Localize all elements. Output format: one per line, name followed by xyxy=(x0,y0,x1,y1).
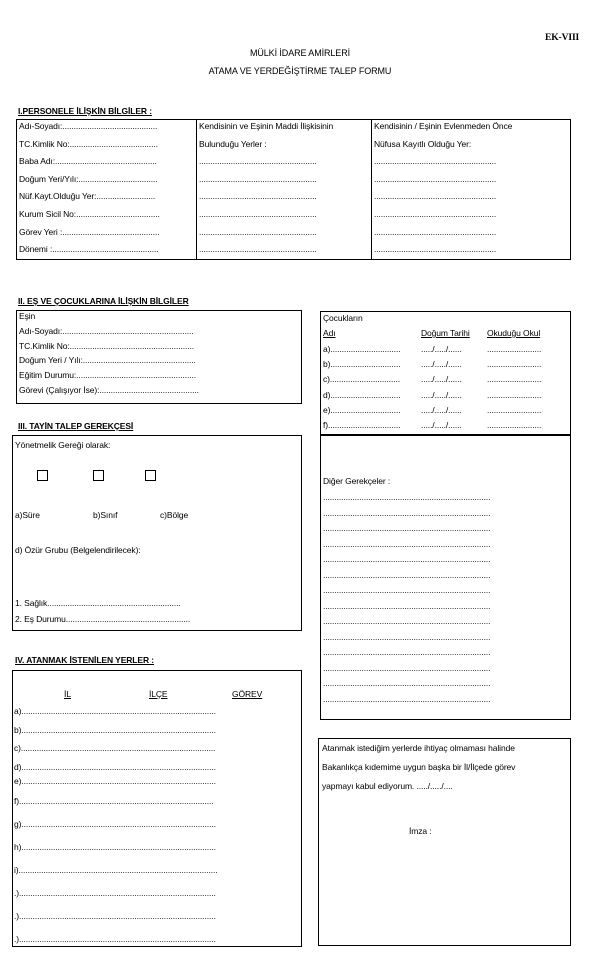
signature-label[interactable]: İmza : xyxy=(409,826,432,836)
section2-heading: II. EŞ VE ÇOCUKLARINA İLİŞKİN BİLGİLER xyxy=(18,296,189,306)
other-reasons-line[interactable]: .......................................................................... xyxy=(323,523,491,533)
financial-ties-line[interactable]: .................................................... xyxy=(199,208,317,219)
other-reasons-line[interactable]: .......................................................................... xyxy=(323,662,491,673)
children-col-name: Adı xyxy=(323,328,336,338)
desired-places-rows xyxy=(14,706,218,957)
child-row xyxy=(323,390,571,405)
child-name-field[interactable]: c)............................... xyxy=(323,374,400,385)
other-reasons-lines xyxy=(323,492,490,709)
premarital-registry-line[interactable]: ...................................................... xyxy=(374,244,497,255)
child-row xyxy=(323,359,571,374)
desired-place-row[interactable]: i)........................................................................................ xyxy=(14,865,218,876)
child-school-field[interactable]: ........................ xyxy=(487,419,542,430)
desired-place-row[interactable]: .)....................................................................................... xyxy=(14,934,216,945)
health-field[interactable]: 1. Sağlık........................................................... xyxy=(15,598,181,608)
child-birthdate-field[interactable]: ...../...../...... xyxy=(421,389,462,400)
option-region-checkbox[interactable] xyxy=(145,470,156,481)
child-name-field[interactable]: d)............................... xyxy=(323,389,401,400)
form-code: EK-VIII xyxy=(545,33,580,43)
other-reasons-line[interactable]: .......................................................................... xyxy=(323,678,491,688)
children-rows xyxy=(323,344,571,435)
other-reasons-line[interactable]: .......................................................................... xyxy=(323,492,491,502)
personal-fields xyxy=(19,121,160,262)
child-row xyxy=(323,405,571,420)
spouse-fields xyxy=(19,311,199,400)
financial-ties-line[interactable]: .................................................... xyxy=(199,244,317,255)
premarital-registry-line[interactable]: ...................................................... xyxy=(374,173,497,184)
field-birth-place-year[interactable]: Doğum Yeri/Yılı:................................... xyxy=(19,173,158,184)
form-title-line2: ATAMA VE YERDEĞİŞTİRME TALEP FORMU xyxy=(208,66,392,76)
spouse-status-field[interactable]: 2. Eş Durumu....................................................... xyxy=(15,614,191,624)
financial-ties-line[interactable]: .................................................... xyxy=(199,173,317,184)
children-col-school: Okuduğu Okul xyxy=(487,328,541,338)
other-reasons-line[interactable]: .......................................................................... xyxy=(323,600,491,611)
children-col-birthdate: Doğum Tarihi xyxy=(421,328,470,338)
financial-ties-line[interactable]: .................................................... xyxy=(199,191,317,202)
field-registry-no[interactable]: Kurum Sicil No:..................................... xyxy=(19,208,160,219)
premarital-registry-heading-2: Nüfusa Kayıtlı Olduğu Yer: xyxy=(374,138,472,149)
section1-divider-2 xyxy=(371,119,372,260)
option-class-checkbox[interactable] xyxy=(93,470,104,481)
financial-ties-column xyxy=(199,121,333,262)
option-class-label: b)Sınıf xyxy=(93,510,118,520)
spouse-title: Eşin xyxy=(19,311,36,321)
field-tc-id[interactable]: TC.Kimlik No:....................................... xyxy=(19,138,158,149)
other-reasons-line[interactable]: .......................................................................... xyxy=(323,538,491,549)
financial-ties-heading-2: Bulunduğu Yerler : xyxy=(199,138,267,149)
other-reasons-line[interactable]: .......................................................................... xyxy=(323,554,491,564)
premarital-registry-line[interactable]: ...................................................... xyxy=(374,226,497,237)
premarital-registry-line[interactable]: ...................................................... xyxy=(374,156,497,167)
desired-place-row[interactable]: a)...................................................................................... xyxy=(14,706,216,716)
field-father-name[interactable]: Baba Adı:............................................. xyxy=(19,156,157,167)
other-reasons-line[interactable]: .......................................................................... xyxy=(323,616,491,626)
other-reasons-line[interactable]: .......................................................................... xyxy=(323,585,491,595)
other-reasons-line[interactable]: .......................................................................... xyxy=(323,631,491,642)
field-registry-place[interactable]: Nüf.Kayt.Olduğu Yer:.......................... xyxy=(19,191,156,202)
child-school-field[interactable]: ........................ xyxy=(487,359,542,370)
desired-place-row[interactable]: c)...................................................................................... xyxy=(14,743,216,754)
section3-heading: III. TAYİN TALEP GEREKÇESİ xyxy=(18,421,134,431)
premarital-registry-line[interactable]: ...................................................... xyxy=(374,208,497,219)
other-reasons-line[interactable]: .......................................................................... xyxy=(323,693,491,704)
spouse-birth-field[interactable]: Doğum Yeri / Yılı:.................................................. xyxy=(19,355,196,366)
child-birthdate-field[interactable]: ...../...../...... xyxy=(421,374,462,385)
form-title-line1: MÜLKİ İDARE AMİRLERİ xyxy=(249,48,351,58)
child-birthdate-field[interactable]: ...../...../...... xyxy=(421,404,462,415)
section4-heading: IV. ATANMAK İSTENİLEN YERLER : xyxy=(15,655,154,665)
child-school-field[interactable]: ........................ xyxy=(487,374,542,385)
desired-place-row[interactable]: .)....................................................................................... xyxy=(14,888,216,899)
col-province: İL xyxy=(64,689,71,699)
other-reasons-line[interactable]: .......................................................................... xyxy=(323,507,491,518)
spouse-name-field[interactable]: Adı-Soyadı:.......................................................... xyxy=(19,325,194,336)
children-title: Çocukların xyxy=(323,313,363,323)
child-name-field[interactable]: a)............................... xyxy=(323,344,401,354)
child-row xyxy=(323,374,571,389)
child-birthdate-field[interactable]: ...../...../...... xyxy=(421,419,462,430)
child-school-field[interactable]: ........................ xyxy=(487,404,542,415)
child-name-field[interactable]: b)............................... xyxy=(323,359,401,370)
option-region-label: c)Bölge xyxy=(160,510,189,520)
section1-heading: I.PERSONELE İLİŞKİN BİLGİLER : xyxy=(18,106,152,116)
field-name[interactable]: Adı-Soyadı:.......................................... xyxy=(19,121,158,131)
option-duration-checkbox[interactable] xyxy=(37,470,48,481)
desired-place-row[interactable]: g)...................................................................................... xyxy=(14,819,216,830)
child-row xyxy=(323,420,571,435)
regulation-label: Yönetmelik Gereği olarak: xyxy=(15,440,111,450)
desired-place-row[interactable]: h)...................................................................................... xyxy=(14,842,216,853)
consent-line-2: Bakanlıkça kıdemime uygun başka bir İl/İlçede görev xyxy=(322,762,516,772)
col-duty: GÖREV xyxy=(232,689,263,699)
consent-line-1: Atanmak istediğim yerlerde ihtiyaç olmaması halinde xyxy=(322,743,515,753)
desired-place-row[interactable]: e)...................................................................................... xyxy=(14,775,216,786)
desired-place-row[interactable]: f)...................................................................................... xyxy=(14,796,214,807)
child-row xyxy=(323,344,571,359)
other-reasons-line[interactable]: .......................................................................... xyxy=(323,569,491,580)
child-birthdate-field[interactable]: ...../...../...... xyxy=(421,359,462,370)
financial-ties-line[interactable]: .................................................... xyxy=(199,226,317,237)
spouse-job-field[interactable]: Görevi (Çalışıyor İse):............................................ xyxy=(19,384,199,395)
premarital-registry-line[interactable]: ...................................................... xyxy=(374,191,497,202)
field-period[interactable]: Dönemi :............................................... xyxy=(19,244,159,255)
other-reasons-line[interactable]: .......................................................................... xyxy=(323,647,491,657)
excuse-group-label: d) Özür Grubu (Belgelendirilecek): xyxy=(15,545,141,555)
child-birthdate-field[interactable]: ...../...../...... xyxy=(421,344,462,354)
consent-line-3[interactable]: yapmayı kabul ediyorum. ...../...../.... xyxy=(322,781,453,791)
financial-ties-line[interactable]: .................................................... xyxy=(199,156,317,167)
premarital-registry-column xyxy=(374,121,512,262)
premarital-registry-heading-1: Kendisinin / Eşinin Evlenmeden Önce xyxy=(374,121,513,131)
financial-ties-heading-1: Kendisinin ve Eşinin Maddi İlişkisinin xyxy=(199,121,334,131)
section1-divider-1 xyxy=(196,119,197,260)
child-name-field[interactable]: e)............................... xyxy=(323,404,401,415)
option-duration-label: a)Süre xyxy=(15,510,40,520)
col-district: İLÇE xyxy=(149,689,168,699)
desired-place-row[interactable]: d)...................................................................................... xyxy=(14,761,216,772)
child-name-field[interactable]: f)................................ xyxy=(323,419,401,430)
desired-place-row[interactable]: b)...................................................................................... xyxy=(14,724,216,735)
spouse-tc-id-field[interactable]: TC.Kimlik No:....................................................... xyxy=(19,340,195,351)
spouse-education-field[interactable]: Eğitim Durumu:..................................................... xyxy=(19,370,197,381)
child-school-field[interactable]: ........................ xyxy=(487,344,542,354)
desired-place-row[interactable]: .)....................................................................................... xyxy=(14,911,216,922)
other-reasons-label: Diğer Gerekçeler : xyxy=(323,476,391,486)
child-school-field[interactable]: ........................ xyxy=(487,389,542,400)
field-duty-place[interactable]: Görev Yeri :........................................... xyxy=(19,226,160,237)
